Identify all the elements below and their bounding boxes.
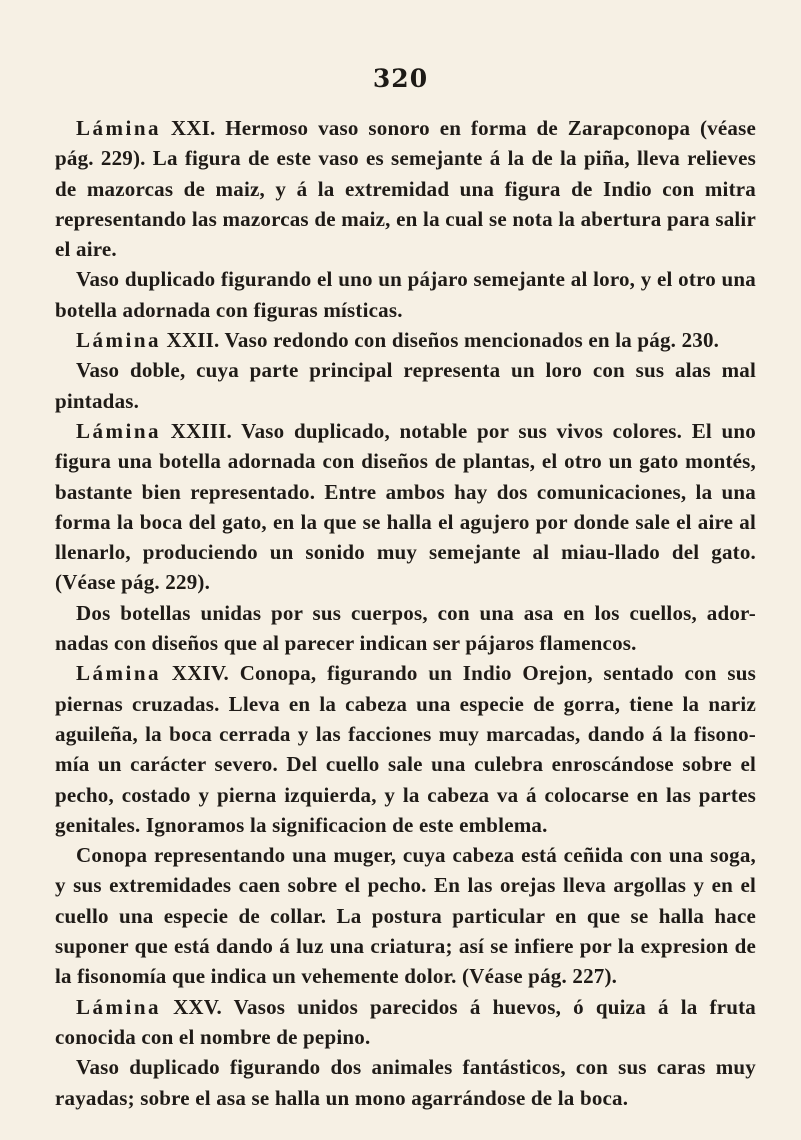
paragraph-text: XXV. Vasos unidos parecidos á huevos, ó quiza á la fruta conocida con el nombre de pepino. xyxy=(55,994,756,1049)
paragraph-text: XXIII. Vaso duplicado, notable por sus vivos colores. El uno figura una botella adornada con diseños de plantas, el otro un gato montés, bastante bien representado. Entre ambos hay dos comunicaciones, la una forma la boca del gato, en la que se halla el agujero por donde sale el aire al llenarlo, produciendo un sonido muy semejante al miau-llado del gato. (Véase pág. 229). xyxy=(55,418,756,595)
lamina-label: Lámina xyxy=(76,661,162,686)
lamina-label: Lámina xyxy=(76,116,162,140)
paragraph-conopa-muger xyxy=(55,840,756,991)
paragraph-lamina-xxiv xyxy=(55,658,756,840)
page-number: 320 xyxy=(372,64,429,93)
paragraph-lamina-xxi xyxy=(55,113,756,264)
paragraph-text: Vaso doble, cuya parte principal representa un loro con sus alas mal pintadas. xyxy=(55,358,756,413)
paragraph-text: XXIV. Conopa, figurando un Indio Orejon, sentado con sus piernas cruzadas. Lleva en la cabeza una especie de gorra, tiene la nariz aguileña, la boca cerrada y las facciones muy marcadas, dando á la fisono-mía un carácter severo. Del cuello sale una culebra enroscándose sobre el pecho, costado y pierna izquierda, y la cabeza va á colocarse en las partes genitales. Ignoramos la significacion de este emblema. xyxy=(55,661,756,837)
paragraph-vaso-animales xyxy=(55,1052,756,1113)
paragraph-vaso-doble xyxy=(55,355,756,416)
paragraph-text: XXI. Hermoso vaso sonoro en forma de Zarapconopa (véase pág. 229). La figura de este vaso es semejante á la de la piña, lleva relieves de mazorcas de maiz, y á la extremidad una figura de Indio con mitra representando las mazorcas de maiz, en la cual se nota la abertura para salir el aire. xyxy=(55,116,756,262)
paragraph-lamina-xxii xyxy=(55,325,756,355)
paragraph-text: Vaso duplicado figurando el uno un pájaro semejante al loro, y el otro una botella adornada con figuras místicas. xyxy=(55,267,756,322)
paragraph-vaso-duplicado-loro xyxy=(55,264,756,325)
lamina-label: Lámina xyxy=(76,994,162,1019)
paragraph-text: XXII. Vaso redondo con diseños mencionados en la pág. 230. xyxy=(161,328,720,353)
lamina-label: Lámina xyxy=(76,328,162,353)
paragraph-dos-botellas xyxy=(55,598,756,659)
paragraph-text: Vaso duplicado figurando dos animales fantásticos, con sus caras muy rayadas; sobre el asa se halla un mono agarrándose de la boca. xyxy=(55,1055,756,1110)
lamina-label: Lámina xyxy=(76,418,162,443)
paragraph-lamina-xxiii xyxy=(55,416,756,598)
paragraph-lamina-xxv xyxy=(55,992,756,1053)
paragraph-text: Conopa representando una muger, cuya cabeza está ceñida con una soga, y sus extremidades caen sobre el pecho. En las orejas lleva argollas y en el cuello una especie de collar. La postura particular en que se halla hace suponer que está dando á luz una criatura; así se infiere por la expresion de la fisonomía que indica un vehemente dolor. (Véase pág. 227). xyxy=(55,843,756,989)
paragraph-text: Dos botellas unidas por sus cuerpos, con una asa en los cuellos, ador-nadas con diseños que al parecer indican ser pájaros flamencos. xyxy=(55,600,756,656)
page-body xyxy=(55,113,756,1113)
